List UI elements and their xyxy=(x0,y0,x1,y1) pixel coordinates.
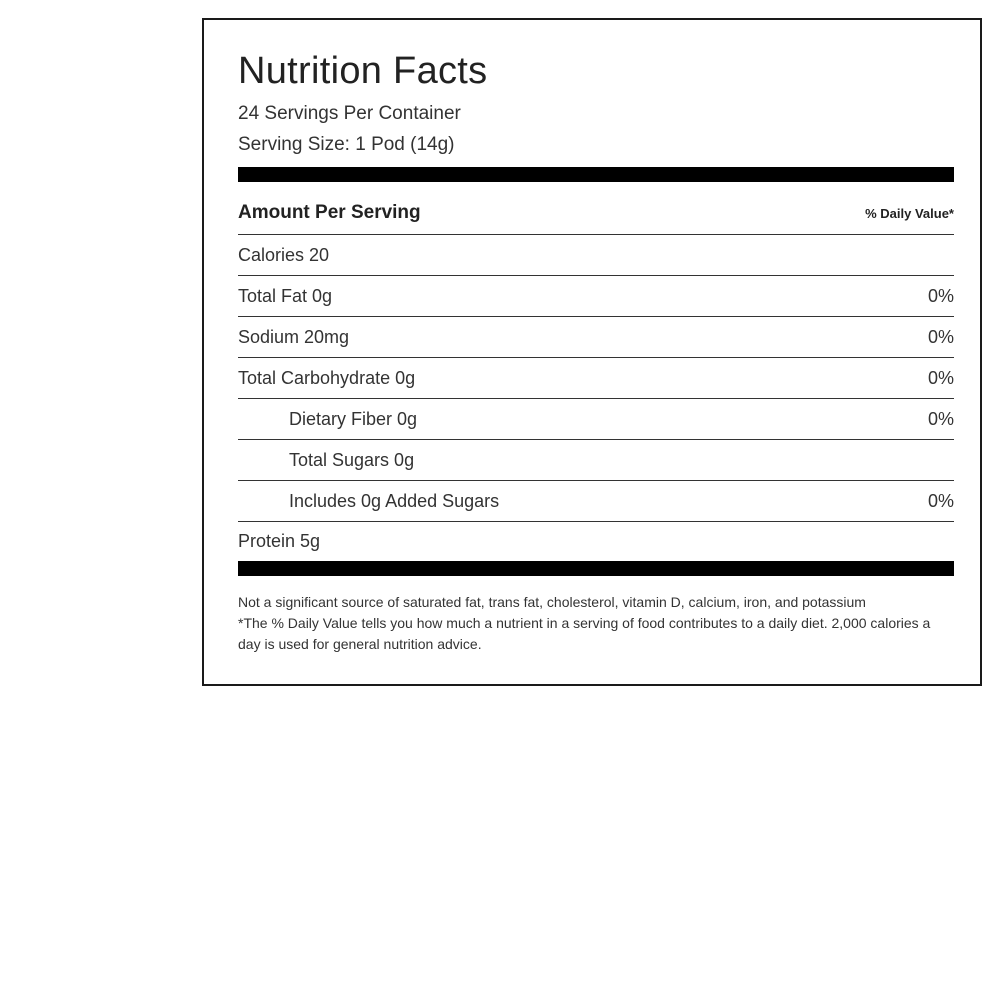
nutrient-daily-value: 0% xyxy=(927,409,954,429)
serving-size: Serving Size: 1 Pod (14g) xyxy=(238,134,455,155)
nutrient-row-sodium xyxy=(238,317,954,358)
nutrient-label: Calories 20 xyxy=(238,245,330,265)
nutrient-label: Protein 5g xyxy=(238,531,321,551)
footnote-daily-value-explanation: *The % Daily Value tells you how much a nutrient in a serving of food contributes to a daily diet. 2,000 calories a day is used for general nutrition advice. xyxy=(238,615,931,652)
nutrient-daily-value: 0% xyxy=(927,286,954,306)
nutrient-row-protein xyxy=(238,521,954,562)
servings-per-container: 24 Servings Per Container xyxy=(238,103,461,124)
footnote-insignificant-sources: Not a significant source of saturated fat, trans fat, cholesterol, vitamin D, calcium, iron, and potassium xyxy=(238,594,866,610)
nutrient-label: Total Carbohydrate 0g xyxy=(238,368,416,388)
amount-per-serving-label: Amount Per Serving xyxy=(238,202,421,223)
nutrient-label: Includes 0g Added Sugars xyxy=(289,491,500,511)
nutrient-daily-value: 0% xyxy=(927,491,954,511)
nutrient-row-total-carbohydrate xyxy=(238,358,954,399)
daily-value-header: % Daily Value* xyxy=(865,206,954,221)
footnote xyxy=(238,592,954,655)
amount-per-serving-header xyxy=(238,195,954,235)
nutrient-label: Dietary Fiber 0g xyxy=(289,409,418,429)
nutrient-row-calories xyxy=(238,235,954,276)
nutrition-facts-label xyxy=(202,18,982,686)
nutrient-row-dietary-fiber xyxy=(238,399,954,440)
nutrient-row-total-fat xyxy=(238,276,954,317)
bottom-thick-divider xyxy=(238,561,954,576)
nutrient-row-added-sugars xyxy=(238,481,954,522)
top-thick-divider xyxy=(238,167,954,182)
label-title: Nutrition Facts xyxy=(238,50,488,92)
nutrient-daily-value: 0% xyxy=(927,327,954,347)
nutrient-label: Total Sugars 0g xyxy=(289,450,415,470)
nutrient-label: Total Fat 0g xyxy=(238,286,333,306)
nutrient-label: Sodium 20mg xyxy=(238,327,350,347)
nutrient-row-total-sugars xyxy=(238,440,954,481)
nutrient-daily-value: 0% xyxy=(927,368,954,388)
